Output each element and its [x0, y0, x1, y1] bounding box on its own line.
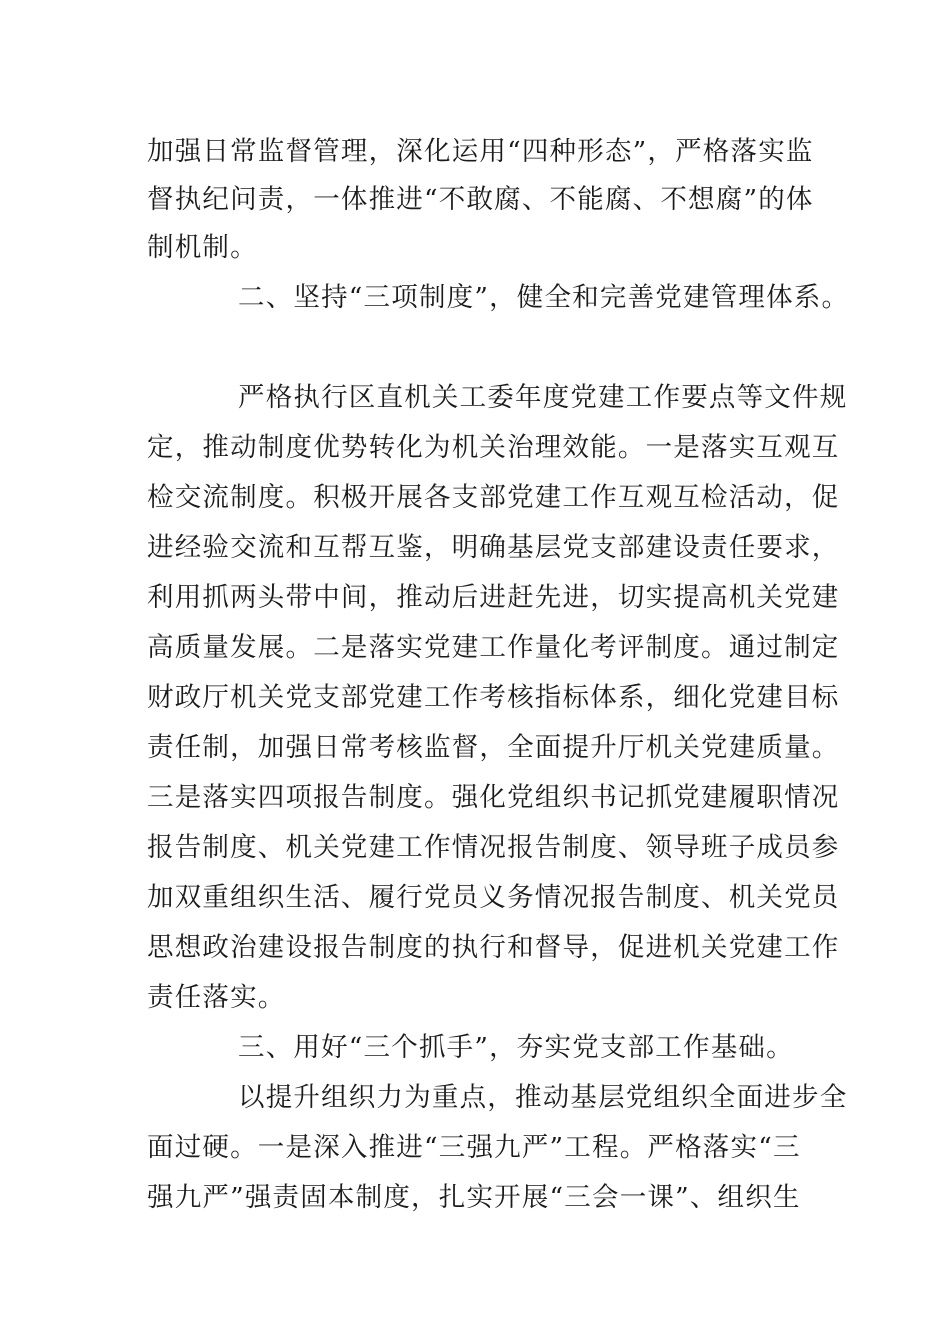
text-line: 严格执行区直机关工委年度党建工作要点等文件规 [238, 382, 848, 413]
text-line: 报告制度、机关党建工作情况报告制度、领导班子成员参 [147, 832, 840, 863]
text-line: 财政厅机关党支部党建工作考核指标体系，细化党建目标 [147, 682, 840, 713]
text-line: 督执纪问责，一体推进“不敢腐、不能腐、不想腐”的体 [147, 184, 814, 215]
text-line: 思想政治建设报告制度的执行和督导，促进机关党建工作 [147, 932, 840, 963]
text-line: 强九严”强责固本制度，扎实开展“三会一课”、组织生 [147, 1182, 801, 1213]
text-line: 责任制，加强日常考核监督，全面提升厅机关党建质量。 [147, 732, 840, 763]
text-line: 面过硬。一是深入推进“三强九严”工程。严格落实“三 [147, 1132, 801, 1163]
text-line: 利用抓两头带中间，推动后进赶先进，切实提高机关党建 [147, 582, 840, 613]
text-line: 制机制。 [147, 232, 258, 263]
text-line: 以提升组织力为重点，推动基层党组织全面进步全 [238, 1082, 848, 1113]
section-heading: 三、用好“三个抓手”，夯实党支部工作基础。 [238, 1032, 794, 1063]
text-line: 责任落实。 [147, 982, 286, 1013]
text-line: 三是落实四项报告制度。强化党组织书记抓党建履职情况 [147, 782, 840, 813]
text-line: 进经验交流和互帮互鉴，明确基层党支部建设责任要求， [147, 532, 840, 563]
text-line: 检交流制度。积极开展各支部党建工作互观互检活动，促 [147, 482, 840, 513]
text-line: 加双重组织生活、履行党员义务情况报告制度、机关党员 [147, 882, 840, 913]
text-line: 定，推动制度优势转化为机关治理效能。一是落实互观互 [147, 432, 840, 463]
section-heading: 二、坚持“三项制度”，健全和完善党建管理体系。 [238, 282, 850, 313]
text-line: 高质量发展。二是落实党建工作量化考评制度。通过制定 [147, 632, 840, 663]
text-line: 加强日常监督管理，深化运用“四种形态”，严格落实监 [147, 136, 814, 167]
